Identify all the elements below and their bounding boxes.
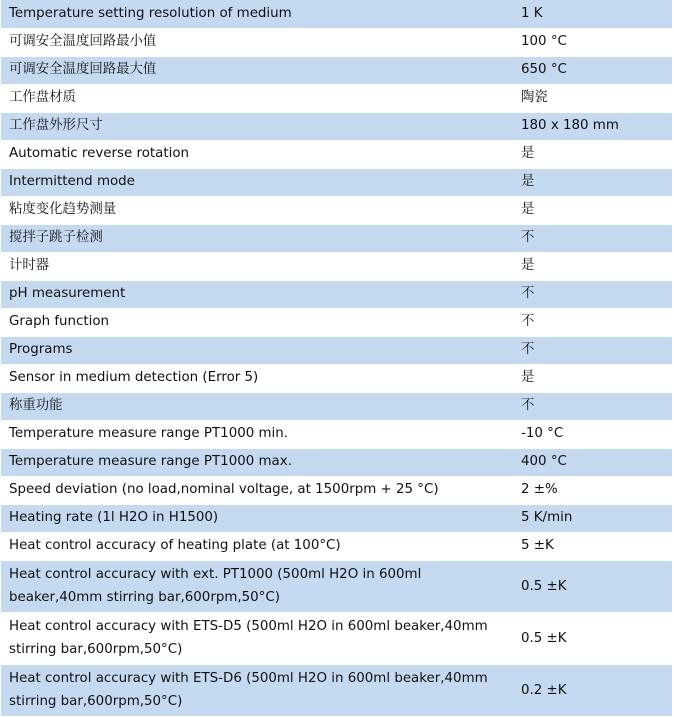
table-row <box>1 476 672 504</box>
spec-label: 可调安全温度回路最小值 <box>1 28 508 56</box>
table-row <box>1 112 672 140</box>
spec-label: 工作盘外形尺寸 <box>1 112 508 140</box>
table-row <box>1 560 672 612</box>
spec-label: Temperature measure range PT1000 max. <box>1 448 508 476</box>
table-row <box>1 448 672 476</box>
table-row <box>1 56 672 84</box>
spec-label: Programs <box>1 336 508 364</box>
spec-label: Heat control accuracy with ETS-D6 (500ml H2O in 600ml beaker,40mm stirring bar,600rpm,50°C) <box>1 664 508 716</box>
table-row <box>1 84 672 112</box>
table-row <box>1 364 672 392</box>
table-row <box>1 532 672 560</box>
spec-value: 不 <box>508 336 672 364</box>
spec-label: pH measurement <box>1 280 508 308</box>
spec-value: 0.5 ±K <box>508 612 672 664</box>
spec-label: Automatic reverse rotation <box>1 140 508 168</box>
spec-value: 400 °C <box>508 448 672 476</box>
spec-value: 不 <box>508 308 672 336</box>
spec-value: 100 °C <box>508 28 672 56</box>
spec-value: 是 <box>508 196 672 224</box>
spec-label: Heat control accuracy with ETS-D5 (500ml H2O in 600ml beaker,40mm stirring bar,600rpm,50°C) <box>1 612 508 664</box>
table-row <box>1 664 672 716</box>
spec-value: 0.5 ±K <box>508 560 672 612</box>
table-row <box>1 392 672 420</box>
spec-label: Intermittend mode <box>1 168 508 196</box>
spec-value: 陶瓷 <box>508 84 672 112</box>
table-row <box>1 28 672 56</box>
spec-value: -10 °C <box>508 420 672 448</box>
spec-value: 不 <box>508 224 672 252</box>
table-row <box>1 612 672 664</box>
spec-table <box>1 0 672 717</box>
spec-value: 5 K/min <box>508 504 672 532</box>
spec-value: 180 x 180 mm <box>508 112 672 140</box>
spec-value: 650 °C <box>508 56 672 84</box>
table-row <box>1 0 672 28</box>
spec-label: Heating rate (1l H2O in H1500) <box>1 504 508 532</box>
table-row <box>1 280 672 308</box>
spec-label: Temperature setting resolution of medium <box>1 0 508 28</box>
spec-label: 工作盘材质 <box>1 84 508 112</box>
table-row <box>1 196 672 224</box>
spec-value: 不 <box>508 280 672 308</box>
table-row <box>1 140 672 168</box>
table-row <box>1 504 672 532</box>
table-row <box>1 420 672 448</box>
spec-label: Graph function <box>1 308 508 336</box>
spec-label: 搅拌子跳子检测 <box>1 224 508 252</box>
spec-label: Speed deviation (no load,nominal voltage, at 1500rpm + 25 °C) <box>1 476 508 504</box>
spec-value: 是 <box>508 364 672 392</box>
spec-value: 是 <box>508 252 672 280</box>
spec-value: 0.2 ±K <box>508 664 672 716</box>
spec-value: 不 <box>508 392 672 420</box>
table-row <box>1 224 672 252</box>
spec-label: 称重功能 <box>1 392 508 420</box>
spec-label: 可调安全温度回路最大值 <box>1 56 508 84</box>
table-row <box>1 168 672 196</box>
spec-value: 2 ±% <box>508 476 672 504</box>
spec-label: 粘度变化趋势测量 <box>1 196 508 224</box>
table-row <box>1 308 672 336</box>
spec-label: Temperature measure range PT1000 min. <box>1 420 508 448</box>
table-row <box>1 336 672 364</box>
spec-value: 是 <box>508 168 672 196</box>
spec-value: 1 K <box>508 0 672 28</box>
spec-value: 5 ±K <box>508 532 672 560</box>
spec-label: Heat control accuracy with ext. PT1000 (500ml H2O in 600ml beaker,40mm stirring bar,600rpm,50°C) <box>1 560 508 612</box>
spec-label: Heat control accuracy of heating plate (at 100°C) <box>1 532 508 560</box>
table-row <box>1 252 672 280</box>
spec-label: Sensor in medium detection (Error 5) <box>1 364 508 392</box>
spec-value: 是 <box>508 140 672 168</box>
spec-label: 计时器 <box>1 252 508 280</box>
